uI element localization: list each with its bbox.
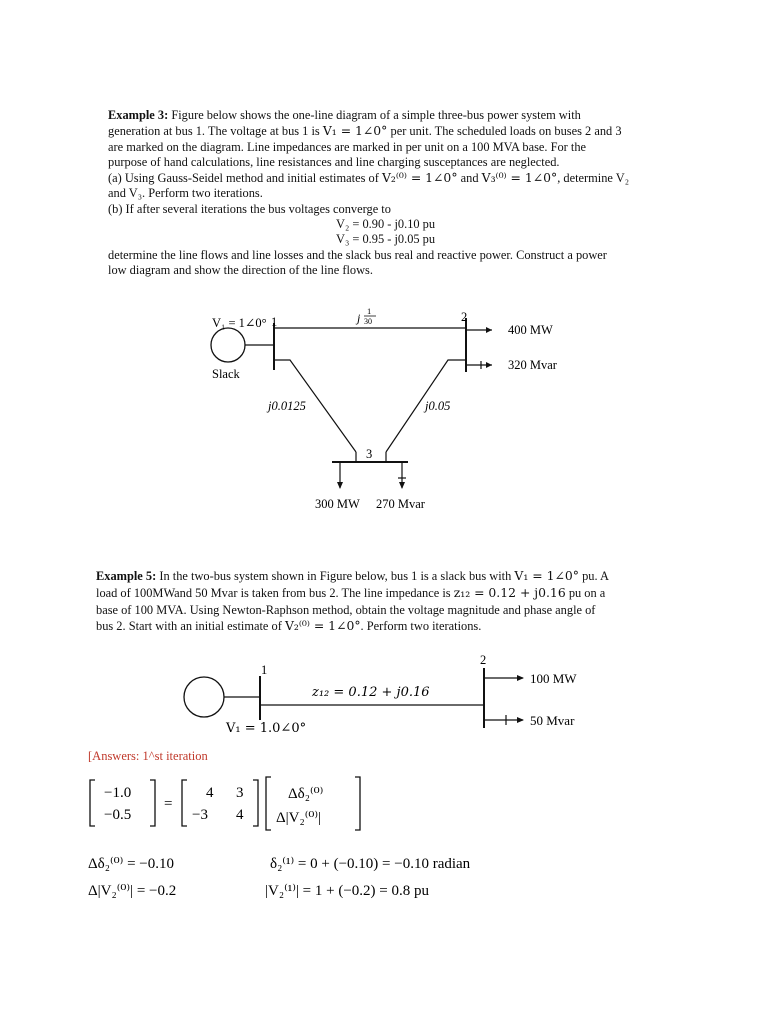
jacobian-22: 4 <box>236 807 244 823</box>
converged-v3: V₃ = 0.95 - j0.05 pu <box>336 232 436 247</box>
x-bottom: Δ|V₂⁽⁰⁾| <box>276 810 322 826</box>
bus1-number: 1 <box>271 315 278 329</box>
bus1-number: 1 <box>261 663 268 677</box>
z23-label: j0.05 <box>425 399 451 413</box>
z12-numerator: 1 <box>367 306 372 316</box>
bus2-real-load: 400 MW <box>508 323 553 337</box>
example5-title: Example 5: <box>96 569 157 583</box>
delta-v-result: Δ|V₂⁽⁰⁾| = −0.2 <box>88 883 177 899</box>
slack-label: Slack <box>212 367 240 381</box>
x-top: Δδ₂⁽⁰⁾ <box>288 786 324 802</box>
z12-denominator: 30 <box>364 317 372 326</box>
example5-text: Example 5: In the two-bus system shown in Figure below, bus 1 is a slack bus with V₁ = 1∠0° pu. A load of 100MWand 50 Mvar is taken from bus 2. The line impedance is z₁₂ = 0.12 + j0.16 pu on a base of 100 MVA. Using Newton-Raphson method, obtain the voltage magnitude and phase angle of bus 2. Start with an initial estimate of V₂⁽⁰⁾ = 1∠0°. Perform two iterations. <box>96 568 609 634</box>
bus3-real-load: 300 MW <box>315 497 360 511</box>
answers-label: [Answers: 1^st iteration <box>88 749 208 763</box>
jacobian-21: −3 <box>192 807 208 823</box>
bus2-number: 2 <box>480 653 487 667</box>
lhs-top: −1.0 <box>104 785 132 801</box>
equals-sign: = <box>164 796 173 812</box>
bus3-reactive-load: 270 Mvar <box>376 497 425 511</box>
v1-expression: V₁ = 1∠0° <box>322 123 388 139</box>
delta-1-result: δ₂⁽¹⁾ = 0 + (−0.10) = −0.10 radian <box>270 856 471 872</box>
bus2-number: 2 <box>461 310 468 324</box>
example3-title: Example 3: <box>108 108 169 122</box>
z12-j: j <box>357 311 361 325</box>
bus1-voltage-label: V₁ = 1∠0° <box>212 316 267 330</box>
z12-label: z₁₂ = 0.12 + j0.16 <box>312 685 430 700</box>
lhs-bottom: −0.5 <box>104 807 132 823</box>
example3-text: Example 3: Figure below shows the one-line diagram of a simple three-bus power system with generation at bus 1. The voltage at bus 1 is V₁ = 1∠0° per unit. The scheduled loads on buses 2 and 3 are marked on the diagram. Line impedances are marked in per unit on a 100 MVA base. For the purpose of hand calculations, line resistances and line charging susceptances are neglected. (a) Using Gauss-Seidel method and initial estimates of V₂⁽⁰⁾ = 1∠0° and V₃⁽⁰⁾ = 1∠0°, determine V₂ and V₃. Perform two iterations. (b) If after several iterations the bus voltages converge to V₂ = 0.90 - j0.10 pu V₃ = 0.95 - j0.05 pu determine the line flows and line losses and the slack bus real and reactive power. Construct a power low diagram and show the direction of the line flows. <box>108 108 688 278</box>
bus2-real-load: 100 MW <box>530 671 577 686</box>
jacobian-11: 4 <box>206 785 214 801</box>
bus2-reactive-load: 50 Mvar <box>530 713 575 728</box>
bus3-number: 3 <box>366 447 373 461</box>
bus1-voltage-label: V₁ = 1.0∠0° <box>226 721 307 736</box>
bus2-reactive-load: 320 Mvar <box>508 358 557 372</box>
z13-label: j0.0125 <box>268 399 306 413</box>
v-1-result: |V₂⁽¹⁾| = 1 + (−0.2) = 0.8 pu <box>265 883 430 899</box>
converged-v2: V₂ = 0.90 - j0.10 pu <box>336 217 436 232</box>
delta-delta-result: Δδ₂⁽⁰⁾ = −0.10 <box>88 856 174 872</box>
jacobian-12: 3 <box>236 785 244 801</box>
